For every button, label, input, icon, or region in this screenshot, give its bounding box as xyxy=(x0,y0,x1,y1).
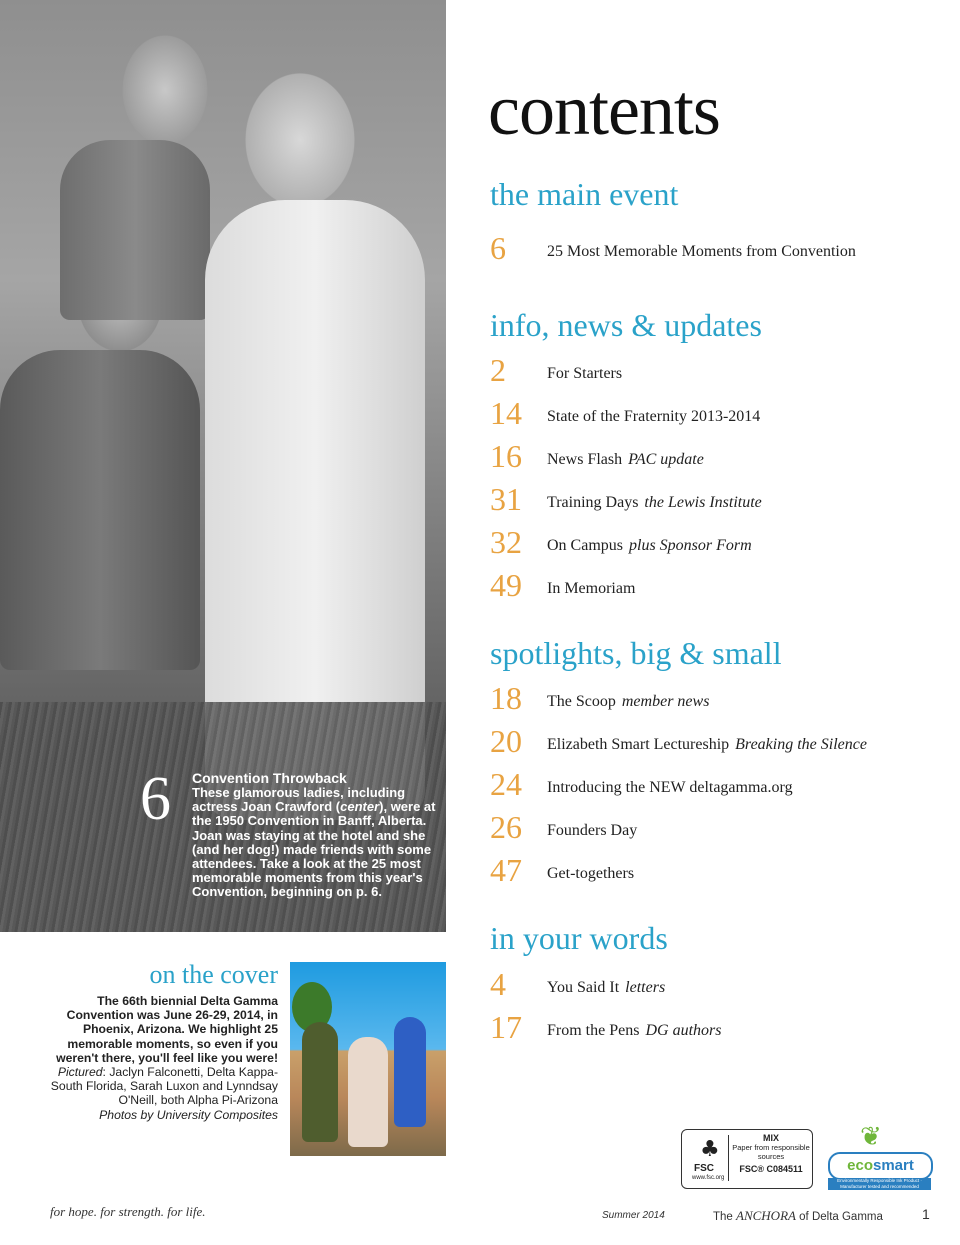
page-title: contents xyxy=(488,70,720,150)
toc-entry[interactable] xyxy=(490,230,930,264)
toc-page: 20 xyxy=(490,723,522,759)
toc-page: 18 xyxy=(490,680,522,716)
caption-title: Convention Throwback xyxy=(192,770,347,786)
toc-label: News Flash PAC update xyxy=(547,451,704,468)
toc-label: Training Days the Lewis Institute xyxy=(547,494,762,511)
fsc-tree-icon: ♣ xyxy=(700,1137,720,1162)
toc-label: Introducing the NEW deltagamma.org xyxy=(547,779,793,796)
ecosmart-logo: ❦ ecosmart Environmentally Responsible Ink Product · Manufacturer tested and recommended xyxy=(828,1122,931,1190)
section-heading-main-event: the main event xyxy=(490,176,679,212)
toc-label: For Starters xyxy=(547,365,623,382)
toc-label: Founders Day xyxy=(547,822,638,839)
toc-page: 32 xyxy=(490,524,522,560)
toc-page: 49 xyxy=(490,567,522,603)
toc-entry[interactable] xyxy=(490,1009,930,1043)
caption-page-number: 6 xyxy=(140,765,171,833)
toc-label: State of the Fraternity 2013-2014 xyxy=(547,408,761,425)
toc-page: 14 xyxy=(490,395,522,431)
toc-label: In Memoriam xyxy=(547,580,636,597)
toc-label: Elizabeth Smart Lectureship Breaking the Silence xyxy=(547,736,867,753)
toc-entry[interactable] xyxy=(490,395,930,429)
toc-entry[interactable] xyxy=(490,438,930,472)
footer-publication: The ANCHORA of Delta Gamma xyxy=(713,1208,883,1223)
section-heading-info-news: info, news & updates xyxy=(490,307,762,343)
cover-heading: on the cover xyxy=(149,960,278,989)
toc-label: From the Pens DG authors xyxy=(547,1022,722,1039)
photo-figure-standing xyxy=(60,140,210,320)
cover-thumbnail xyxy=(290,962,446,1156)
toc-page: 2 xyxy=(490,352,506,388)
toc-entry[interactable] xyxy=(490,852,930,886)
toc-page: 47 xyxy=(490,852,522,888)
footer-issue-date: Summer 2014 xyxy=(602,1210,665,1221)
page-number: 1 xyxy=(922,1206,930,1222)
footer-tagline: for hope. for strength. for life. xyxy=(50,1204,206,1219)
cover-description: The 66th biennial Delta Gamma Convention was June 26-29, 2014, in Phoenix, Arizona. We highlight 25 memorable moments, so even if you weren't there, you'll feel like you were! Pictured: Jaclyn Falconetti, Delta Kappa-South Florida, Sarah Luxon and Lynndsay O'Neill, both Alpha Pi-Arizona Photos by University Composites xyxy=(50,994,278,1122)
toc-entry[interactable] xyxy=(490,966,930,1000)
fsc-logo: ♣ FSC www.fsc.org MIX Paper from responsible sources FSC® C084511 xyxy=(681,1129,813,1189)
toc-entry[interactable] xyxy=(490,524,930,558)
toc-entry[interactable] xyxy=(490,723,930,757)
toc-label: The Scoop member news xyxy=(547,693,710,710)
toc-entry[interactable] xyxy=(490,567,930,601)
toc-page: 4 xyxy=(490,966,506,1002)
cover-person-left xyxy=(302,1022,338,1142)
toc-label: 25 Most Memorable Moments from Convention xyxy=(547,243,856,260)
toc-page: 24 xyxy=(490,766,522,802)
caption-body: These glamorous ladies, including actress Joan Crawford (center), were at the 1950 Convention in Banff, Alberta. Joan was staying at the hotel and she (and her dog!) made friends with some attendees. Take a look at the 25 most memorable moments from this year's Convention, beginning on p. 6. xyxy=(192,785,436,900)
toc-page: 26 xyxy=(490,809,522,845)
toc-label: On Campus plus Sponsor Form xyxy=(547,537,752,554)
toc-entry[interactable] xyxy=(490,352,930,386)
toc-entry[interactable] xyxy=(490,481,930,515)
toc-page: 17 xyxy=(490,1009,522,1045)
toc-page: 16 xyxy=(490,438,522,474)
cover-person-center xyxy=(348,1037,388,1147)
photo-figure-seated xyxy=(0,350,200,670)
cover-person-right xyxy=(394,1017,426,1127)
toc-page: 31 xyxy=(490,481,522,517)
toc-entry[interactable] xyxy=(490,809,930,843)
toc-entry[interactable] xyxy=(490,766,930,800)
cover-photo-throwback xyxy=(0,0,446,932)
toc-label: Get-togethers xyxy=(547,865,635,882)
section-heading-spotlights: spotlights, big & small xyxy=(490,635,782,671)
toc-label: You Said It letters xyxy=(547,979,666,996)
toc-page: 6 xyxy=(490,230,506,266)
section-heading-your-words: in your words xyxy=(490,920,668,956)
toc-entry[interactable] xyxy=(490,680,930,714)
leaf-icon: ❦ xyxy=(860,1122,882,1152)
